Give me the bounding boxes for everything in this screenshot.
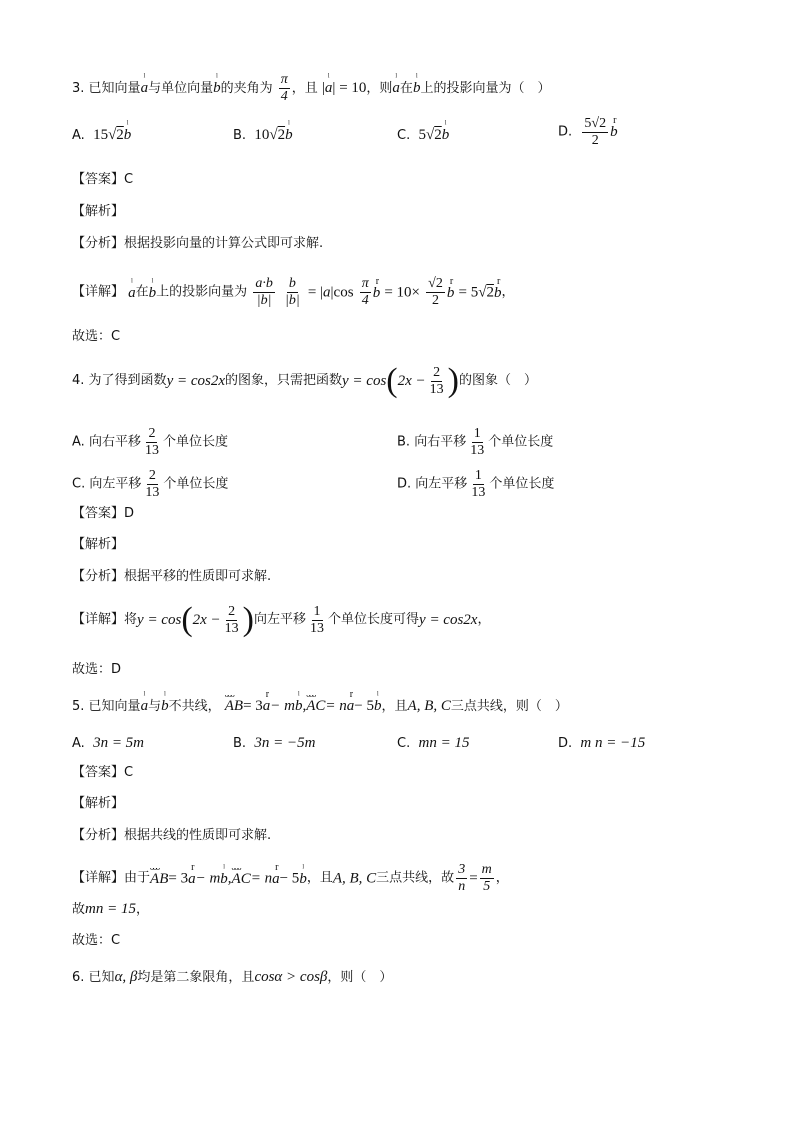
q4-stem: 4. 为了得到函数y = cos2x的图象，只需把函数y = cos(2x − $\frac{2}{13}$ )的图象（ ）	[72, 362, 537, 399]
q4-analysis-heading: 【解析】	[72, 537, 125, 552]
text: ，且	[291, 81, 318, 96]
vector-b: ˡ b	[213, 79, 221, 97]
q4-choose: 故选：D	[72, 662, 122, 677]
q3-fenxi: 【分析】根据投影向量的计算公式即可求解.	[72, 236, 324, 251]
question-number: 3.	[72, 81, 85, 96]
q5-option-a: A. 3n = 5m	[72, 735, 145, 751]
vector-b: ˡ b	[413, 79, 421, 97]
q4-fenxi: 【分析】根据平移的性质即可求解.	[72, 569, 272, 584]
q3-answer: 【答案】C	[72, 172, 134, 187]
dot-over-mod: $\frac{a\cdot b}{|b|}$	[255, 276, 273, 308]
q3-option-d: D. $\frac{5√2}{2}$ r b	[558, 116, 618, 149]
q5-stem: 5. 已知向量ˡ a与ˡ b不共线， ᴗᴗᴗ AB= 3r a− mˡ b,ᴗᴗᴗ AC= nr a− 5ˡ b，且A, B, C三点共线，则（ ）	[72, 697, 568, 716]
unit-vector-fraction: $\frac{b}{|b|}$	[284, 276, 300, 308]
q3-analysis-heading: 【解析】	[72, 204, 125, 219]
q5-option-d: D. m n = −15	[558, 735, 646, 751]
q3-xiangjie: 【详解】 ˡ a在ˡ b上的投影向量为 $\frac{a\cdot b}{|b|}$ $\frac{b}{|b|}$ = |a|cos $\frac{\pi}{4}$ r b = 10× $\frac{√2}{2}$ r b = 5√2r b，	[72, 276, 514, 309]
q3-option-b: B. 10√2ˡ b	[233, 126, 293, 145]
text: ，则	[366, 81, 393, 96]
q5-fenxi: 【分析】根据共线的性质即可求解.	[72, 828, 272, 843]
text: 在	[399, 81, 413, 96]
q3-choose: 故选：C	[72, 329, 121, 344]
q5-analysis-heading: 【解析】	[72, 796, 125, 811]
vector-a: ˡ a	[141, 79, 149, 97]
q5-answer: 【答案】C	[72, 765, 134, 780]
q5-xiangjie: 【详解】由于ᴗᴗᴗ AB= 3r a− mˡ b,ᴗᴗᴗ AC= nr a− 5ˡ b，且A, B, C三点共线，故 $\frac{3}{n}$ = $\frac{m}{5}$ ，	[72, 862, 509, 895]
q5-conclusion: 故mn = 15，	[72, 901, 149, 917]
q4-option-c: C. 向左平移 $\frac{2}{13}$ 个单位长度	[72, 468, 229, 500]
q4-option-b: B. 向右平移 $\frac{1}{13}$ 个单位长度	[397, 426, 554, 458]
q6-stem: 6. 已知α, β均是第二象限角，且cosα > cosβ，则（ ）	[72, 969, 393, 985]
q5-option-b: B. 3n = −5m	[233, 735, 316, 751]
q4-option-d: D. 向左平移 $\frac{1}{13}$ 个单位长度	[397, 468, 555, 500]
vector-a: ˡ a	[392, 79, 400, 97]
text: 上的投影向量为（ ）	[420, 81, 551, 96]
text: 已知向量	[88, 81, 141, 96]
angle-fraction: $\frac{\pi}{4}$	[280, 72, 288, 104]
q3-option-c: C. 5√2ˡ b	[397, 126, 449, 145]
text: 的夹角为	[220, 81, 273, 96]
q3-option-a: A. 15√2ˡ b	[72, 126, 131, 145]
q4-xiangjie: 【详解】将y = cos(2x − $\frac{2}{13}$ )向左平移 $\frac{1}{13}$ 个单位长度可得y = cos2x，	[72, 601, 491, 638]
text: 与单位向量	[148, 81, 214, 96]
modulus-a: |ˡ a| = 10	[322, 80, 367, 96]
q4-answer: 【答案】D	[72, 506, 135, 521]
q3-stem	[72, 72, 550, 105]
q5-choose: 故选：C	[72, 933, 121, 948]
q5-option-c: C. mn = 15	[397, 735, 470, 751]
q4-option-a: A. 向右平移 $\frac{2}{13}$ 个单位长度	[72, 426, 228, 458]
